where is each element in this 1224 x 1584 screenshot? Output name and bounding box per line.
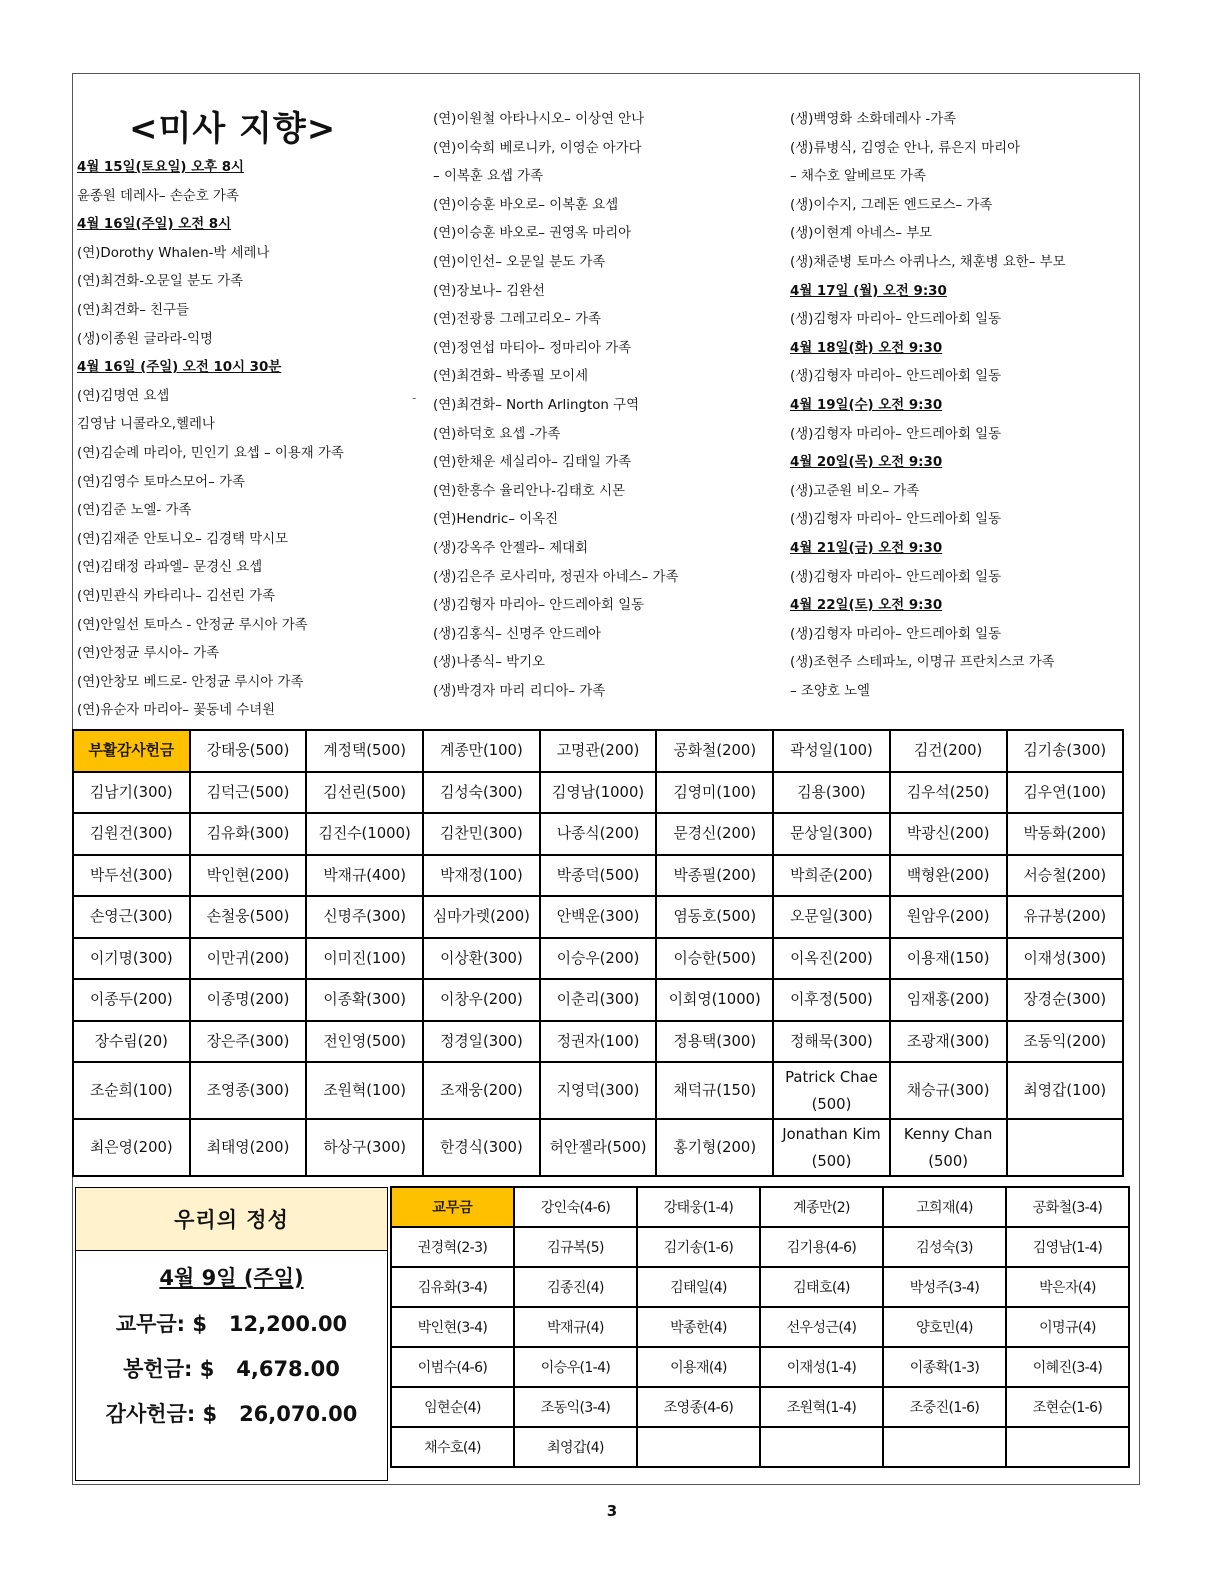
donor-cell: 김남기(300) <box>73 772 190 814</box>
intention-entry: (생)이종원 글라라-익명 <box>77 331 213 347</box>
donor-cell: 정경일(300) <box>423 1021 540 1063</box>
donor-cell: 박인현(200) <box>190 855 307 897</box>
donor-cell: 조영종(300) <box>190 1062 307 1119</box>
donor-cell: 이승한(500) <box>656 938 773 980</box>
mass-schedule-heading: 4월 15일(토요일) 오후 8시 <box>77 160 244 175</box>
tithe-row <box>391 1387 1129 1427</box>
intention-entry: (연)Dorothy Whalen-박 세레나 <box>77 245 270 261</box>
intention-entry: (연)하덕호 요셉 -가족 <box>433 426 561 442</box>
donor-cell <box>890 1119 1007 1176</box>
donor-cell: 지영덕(300) <box>540 1062 657 1119</box>
intention-entry: (연)한채운 세실리아– 김태일 가족 <box>433 455 632 471</box>
donor-cell: 계정택(500) <box>306 730 423 772</box>
tithe-row <box>391 1267 1129 1307</box>
donor-cell: 정권자(100) <box>540 1021 657 1063</box>
intention-entry: (생)류병식, 김영순 안나, 류은지 마리아 <box>790 140 1021 156</box>
mass-schedule-heading: 4월 17일 (월) 오전 9:30 <box>790 283 947 299</box>
donor-cell: 김용(300) <box>773 772 890 814</box>
donor-cell: 나종식(200) <box>540 813 657 855</box>
donor-cell: 박두선(300) <box>73 855 190 897</box>
donor-cell: 한경식(300) <box>423 1119 540 1176</box>
donor-cell: 이만귀(200) <box>190 938 307 980</box>
intention-entry: (연)안정균 루시아– 가족 <box>77 646 220 662</box>
tithe-donor-cell: 조영종(4-6) <box>637 1387 760 1427</box>
donor-cell: 이용재(150) <box>890 938 1007 980</box>
donor-cell: 계종만(100) <box>423 730 540 772</box>
easter-thanksgiving-table <box>72 729 1124 1177</box>
tithe-donor-cell: 이승우(1-4) <box>514 1347 637 1387</box>
donor-cell: 문경신(200) <box>656 813 773 855</box>
donor-cell: 김기송(300) <box>1007 730 1124 772</box>
intention-entry: (연)이숙희 베로니카, 이영순 아가다 <box>433 140 642 156</box>
intention-entry: (생)김형자 마리아– 안드레아회 일동 <box>790 569 1002 585</box>
tithe-donor-cell: 계종만(2) <box>760 1187 883 1227</box>
donor-cell: 장경순(300) <box>1007 979 1124 1021</box>
intention-entry: (연)유순자 마리아– 꽃동네 수녀원 <box>77 703 276 719</box>
donor-cell: 손영근(300) <box>73 896 190 938</box>
intention-entry: – 채수호 알베르또 가족 <box>790 169 926 185</box>
donor-cell: 강태웅(500) <box>190 730 307 772</box>
donor-cell: 홍기형(200) <box>656 1119 773 1176</box>
easter-label-cell: 부활감사헌금 <box>73 730 190 772</box>
easter-row <box>73 1021 1123 1063</box>
donor-cell: 김건(200) <box>890 730 1007 772</box>
intention-entry: (연)안창모 베드로- 안정균 루시아 가족 <box>77 674 304 690</box>
tithe-donor-cell: 김기송(1-6) <box>637 1227 760 1267</box>
tithe-row <box>391 1227 1129 1267</box>
intention-entry: (연)이인선– 오문일 분도 가족 <box>433 255 606 270</box>
easter-row <box>73 772 1123 814</box>
intention-entry: (생)박경자 마리 리디아– 가족 <box>433 684 606 699</box>
intention-entry: (연)김순례 마리아, 민인기 요셉 – 이용재 가족 <box>77 446 344 461</box>
donor-cell: 오문일(300) <box>773 896 890 938</box>
donor-cell: 서승철(200) <box>1007 855 1124 897</box>
tithe-donor-cell: 김태호(4) <box>760 1267 883 1307</box>
tithe-row <box>391 1347 1129 1387</box>
tithe-donor-cell: 양호민(4) <box>883 1307 1006 1347</box>
tithe-donor-cell: 김영남(1-4) <box>1006 1227 1129 1267</box>
donor-cell: 김영남(1000) <box>540 772 657 814</box>
intention-entry: (생)김은주 로사리마, 정권자 아네스– 가족 <box>433 569 679 585</box>
donor-cell: 손철웅(500) <box>190 896 307 938</box>
donor-cell: 이옥진(200) <box>773 938 890 980</box>
tithe-donor-cell: 김유화(3-4) <box>391 1267 514 1307</box>
tithe-donor-cell: 강태웅(1-4) <box>637 1187 760 1227</box>
donor-cell-line: (500) <box>811 1095 852 1113</box>
donor-cell: 조동익(200) <box>1007 1021 1124 1063</box>
donor-cell: 이후정(500) <box>773 979 890 1021</box>
donor-cell-line: Kenny Chan <box>903 1125 993 1143</box>
donor-cell: 김우석(250) <box>890 772 1007 814</box>
intention-entry: (생)김형자 마리아– 안드레아회 일동 <box>790 426 1002 442</box>
donor-cell: 김찬민(300) <box>423 813 540 855</box>
tithe-donor-cell: 이범수(4-6) <box>391 1347 514 1387</box>
tithe-donor-cell: 박재규(4) <box>514 1307 637 1347</box>
tithe-donor-cell: 김기용(4-6) <box>760 1227 883 1267</box>
donor-cell: 조순희(100) <box>73 1062 190 1119</box>
donor-cell: 박희준(200) <box>773 855 890 897</box>
tithe-row <box>391 1427 1129 1467</box>
mass-schedule-heading: 4월 16일 (주일) 오전 10시 30분 <box>77 360 282 376</box>
donor-cell: 이재성(300) <box>1007 938 1124 980</box>
donor-cell: 장은주(300) <box>190 1021 307 1063</box>
donor-cell: 신명주(300) <box>306 896 423 938</box>
donor-cell: 임재홍(200) <box>890 979 1007 1021</box>
donor-cell: 정해묵(300) <box>773 1021 890 1063</box>
tithe-donor-cell: 조현순(1-6) <box>1006 1387 1129 1427</box>
mass-schedule-heading: 4월 19일(수) 오전 9:30 <box>790 398 943 413</box>
intention-entry: (연)정연섭 마티아– 정마리아 가족 <box>433 340 632 356</box>
intention-entry: (생)강옥주 안젤라– 제대회 <box>433 541 589 556</box>
donor-cell: 김유화(300) <box>190 813 307 855</box>
empty-cell <box>1007 1119 1124 1176</box>
tithe-donor-cell: 김종진(4) <box>514 1267 637 1307</box>
offering-line-thanksgiving: 감사헌금: $ 26,070.00 <box>105 1402 358 1426</box>
empty-cell <box>883 1427 1006 1467</box>
intention-entry: (생)나종식– 박기오 <box>433 655 545 671</box>
donor-cell: 박광신(200) <box>890 813 1007 855</box>
donor-cell <box>773 1062 890 1119</box>
easter-row <box>73 813 1123 855</box>
donor-cell: 박동화(200) <box>1007 813 1124 855</box>
donor-cell: 정용택(300) <box>656 1021 773 1063</box>
intention-entry: (생)김형자 마리아– 안드레아회 일동 <box>790 512 1002 528</box>
empty-cell <box>1006 1427 1129 1467</box>
donor-cell: 박종덕(500) <box>540 855 657 897</box>
tithe-donor-cell: 박인현(3-4) <box>391 1307 514 1347</box>
donor-cell: 조재웅(200) <box>423 1062 540 1119</box>
intention-entry: (연)한흥수 율리안나-김태호 시몬 <box>433 483 625 499</box>
donor-cell: 김우연(100) <box>1007 772 1124 814</box>
intention-entry: (생)김형자 마리아– 안드레아회 일동 <box>433 598 645 614</box>
intention-entry: (연)김명연 요셉 <box>77 388 170 404</box>
donor-cell: 최영갑(100) <box>1007 1062 1124 1119</box>
easter-row <box>73 979 1123 1021</box>
donor-cell: 이창우(200) <box>423 979 540 1021</box>
donor-cell: 이미진(100) <box>306 938 423 980</box>
tithe-donor-cell: 이용재(4) <box>637 1347 760 1387</box>
donor-cell-line: (500) <box>811 1152 852 1170</box>
intention-entry: – 이복훈 요셉 가족 <box>433 169 544 185</box>
tithe-donor-cell: 김성숙(3) <box>883 1227 1006 1267</box>
intention-entry: 김영남 니콜라오,헬레나 <box>77 417 215 433</box>
tithe-donor-cell: 조동익(3-4) <box>514 1387 637 1427</box>
donor-cell: 김원건(300) <box>73 813 190 855</box>
donor-cell: 심마가렛(200) <box>423 896 540 938</box>
intention-entry: (생)김형자 마리아– 안드레아회 일동 <box>790 626 1002 642</box>
tithe-donor-cell: 이종확(1-3) <box>883 1347 1006 1387</box>
tithe-donor-cell: 권경혁(2-3) <box>391 1227 514 1267</box>
tithe-donor-cell: 조원혁(1-4) <box>760 1387 883 1427</box>
tithe-donor-cell: 박종한(4) <box>637 1307 760 1347</box>
tithe-donor-cell: 임현순(4) <box>391 1387 514 1427</box>
donor-cell: 공화철(200) <box>656 730 773 772</box>
donor-cell: 원암우(200) <box>890 896 1007 938</box>
donor-cell: 이종두(200) <box>73 979 190 1021</box>
easter-row <box>73 896 1123 938</box>
intention-entry: (연)최견화– North Arlington 구역 <box>433 398 639 413</box>
tithe-donor-cell: 박성주(3-4) <box>883 1267 1006 1307</box>
tithe-donor-cell: 박은자(4) <box>1006 1267 1129 1307</box>
intention-entry: (생)백영화 소화데레사 -가족 <box>790 112 957 127</box>
mass-schedule-heading: 4월 16일(주일) 오전 8시 <box>77 217 232 233</box>
donor-cell: 최은영(200) <box>73 1119 190 1176</box>
tithe-donor-cell: 김태일(4) <box>637 1267 760 1307</box>
donor-cell: 장수림(20) <box>73 1021 190 1063</box>
tithe-donor-cell: 조중진(1-6) <box>883 1387 1006 1427</box>
easter-row <box>73 730 1123 772</box>
intention-entry: (연)최견화– 박종필 모이세 <box>433 369 589 385</box>
mass-intentions-title: <미사 지향> <box>129 109 337 149</box>
mass-schedule-heading: 4월 21일(금) 오전 9:30 <box>790 541 943 556</box>
donor-cell: 김영미(100) <box>656 772 773 814</box>
tithe-row <box>391 1307 1129 1347</box>
donor-cell: 안백운(300) <box>540 896 657 938</box>
intention-entry: – 조양호 노엘 <box>790 684 870 699</box>
donor-cell: 김선린(500) <box>306 772 423 814</box>
mass-intentions-section <box>72 73 1140 729</box>
intention-entry: (연)최견화– 친구들 <box>77 303 189 318</box>
donor-cell: 박재규(400) <box>306 855 423 897</box>
donor-cell-line: (500) <box>928 1152 969 1170</box>
offering-date: 4월 9일 (주일) <box>159 1266 304 1290</box>
easter-row <box>73 1119 1123 1176</box>
intention-entry: (연)김영수 토마스모어– 가족 <box>77 474 245 490</box>
donor-cell: 박종필(200) <box>656 855 773 897</box>
donor-cell: 채승규(300) <box>890 1062 1007 1119</box>
donor-cell: 문상일(300) <box>773 813 890 855</box>
empty-cell <box>637 1427 760 1467</box>
donor-cell-line: Jonathan Kim <box>782 1125 881 1143</box>
donor-cell: 염동호(500) <box>656 896 773 938</box>
donor-cell: 이춘리(300) <box>540 979 657 1021</box>
tithe-donor-cell: 이재성(1-4) <box>760 1347 883 1387</box>
donor-cell: 김덕근(500) <box>190 772 307 814</box>
donor-cell: 유규봉(200) <box>1007 896 1124 938</box>
intention-entry: (생)고준원 비오– 가족 <box>790 483 920 499</box>
donor-cell: 조원혁(100) <box>306 1062 423 1119</box>
mass-schedule-heading: 4월 18일(화) 오전 9:30 <box>790 340 943 356</box>
mass-schedule-heading: 4월 20일(목) 오전 9:30 <box>790 455 943 471</box>
stray-dash: - <box>412 391 417 405</box>
intention-entry: (연)김재준 안토니오– 김경택 막시모 <box>77 531 289 547</box>
intention-entry: (연)김태정 라파엘– 문경신 요셉 <box>77 560 263 576</box>
offering-line-tithe: 교무금: $ 12,200.00 <box>115 1312 348 1336</box>
intention-entry: (연)이승훈 바오로– 권영옥 마리아 <box>433 226 632 242</box>
tithe-donor-cell: 고희재(4) <box>883 1187 1006 1227</box>
mass-schedule-heading: 4월 22일(토) 오전 9:30 <box>790 598 943 614</box>
donor-cell: 고명관(200) <box>540 730 657 772</box>
intention-entry: (연)전광룡 그레고리오– 가족 <box>433 312 601 328</box>
tithe-donor-cell: 채수호(4) <box>391 1427 514 1467</box>
tithe-donor-cell: 선우성근(4) <box>760 1307 883 1347</box>
intention-entry: (연)최견화-오문일 분도 가족 <box>77 274 244 290</box>
tithe-donor-cell: 이명규(4) <box>1006 1307 1129 1347</box>
intention-entry: (연)김준 노엘- 가족 <box>77 503 192 519</box>
intention-entry: (연)이승훈 바오로– 이복훈 요셉 <box>433 197 619 213</box>
intention-entry: (생)김형자 마리아– 안드레아회 일동 <box>790 369 1002 385</box>
donor-cell: 하상구(300) <box>306 1119 423 1176</box>
easter-row <box>73 855 1123 897</box>
donor-cell: 박재정(100) <box>423 855 540 897</box>
donor-cell: 최태영(200) <box>190 1119 307 1176</box>
offering-heading: 우리의 정성 <box>76 1188 387 1251</box>
tithe-donor-cell: 이혜진(3-4) <box>1006 1347 1129 1387</box>
page-number: 3 <box>606 1502 618 1520</box>
donor-cell: 전인영(500) <box>306 1021 423 1063</box>
donor-cell: 이상환(300) <box>423 938 540 980</box>
easter-row <box>73 938 1123 980</box>
intention-entry: (연)Hendric– 이옥진 <box>433 512 559 528</box>
empty-cell <box>760 1427 883 1467</box>
donor-cell: 이종명(200) <box>190 979 307 1021</box>
offering-line-offertory: 봉헌금: $ 4,678.00 <box>123 1357 340 1381</box>
tithe-table <box>390 1186 1130 1468</box>
donor-cell: 이회영(1000) <box>656 979 773 1021</box>
donor-cell <box>773 1119 890 1176</box>
tithe-row <box>391 1187 1129 1227</box>
intention-entry: (생)김형자 마리아– 안드레아회 일동 <box>790 312 1002 328</box>
intention-entry: (연)장보나– 김완선 <box>433 283 545 299</box>
donor-cell: 곽성일(100) <box>773 730 890 772</box>
tithe-label-cell: 교무금 <box>391 1187 514 1227</box>
intention-entry: (연)안일선 토마스 - 안정균 루시아 가족 <box>77 617 308 633</box>
tithe-donor-cell: 김규복(5) <box>514 1227 637 1267</box>
intention-entry: (생)채준병 토마스 아퀴나스, 채훈병 요한– 부모 <box>790 255 1066 270</box>
intention-entry: (연)이원철 아타나시오– 이상연 안나 <box>433 112 645 127</box>
donor-cell: 김성숙(300) <box>423 772 540 814</box>
tithe-donor-cell: 최영갑(4) <box>514 1427 637 1467</box>
intention-entry: (연)민관식 카타리나– 김선린 가족 <box>77 589 276 604</box>
donor-cell: 이승우(200) <box>540 938 657 980</box>
offering-summary-box <box>75 1187 388 1481</box>
donor-cell: 김진수(1000) <box>306 813 423 855</box>
donor-cell: 채덕규(150) <box>656 1062 773 1119</box>
donor-cell: 이기명(300) <box>73 938 190 980</box>
donor-cell: 백형완(200) <box>890 855 1007 897</box>
donor-cell: 이종확(300) <box>306 979 423 1021</box>
donor-cell: 조광재(300) <box>890 1021 1007 1063</box>
intention-entry: (생)조현주 스테파노, 이명규 프란치스코 가족 <box>790 655 1055 671</box>
intention-entry: (생)이수지, 그레돈 엔드로스– 가족 <box>790 197 993 213</box>
donor-cell-line: Patrick Chae <box>785 1068 878 1086</box>
tithe-donor-cell: 강인숙(4-6) <box>514 1187 637 1227</box>
tithe-donor-cell: 공화철(3-4) <box>1006 1187 1129 1227</box>
intention-entry: (생)김홍식– 신명주 안드레아 <box>433 626 601 642</box>
donor-cell: 허안젤라(500) <box>540 1119 657 1176</box>
intention-entry: (생)이현계 아네스– 부모 <box>790 226 933 242</box>
intention-entry: 윤종원 데레사– 손순호 가족 <box>77 188 239 204</box>
easter-row <box>73 1062 1123 1119</box>
